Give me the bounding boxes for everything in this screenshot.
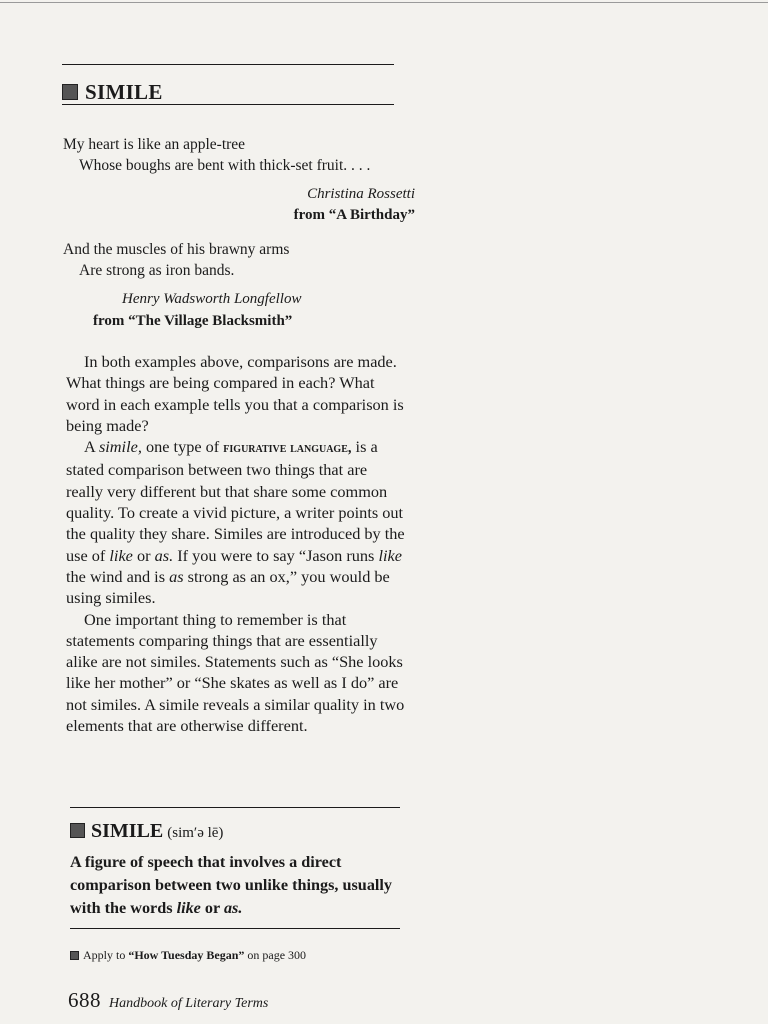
text-run: one type of [141,437,224,457]
square-bullet-icon [70,951,79,960]
section-heading [62,80,163,105]
page-top-border [0,2,768,3]
text-run: A [84,437,99,457]
word-like: like [109,545,133,565]
word-as: as. [223,899,243,917]
paragraph-3: One important thing to remember is that statements comparing things that are essentially alike are not similes. Statements such as “She looks like her mother” or “She skates as well as I do” are not similes. A simile reveals a similar quality in two elements that are otherwise different. [66,609,405,736]
section-title: SIMILE [85,80,163,104]
text-run: A figure of speech that involves a direct comparison between two unlike things, usually with the words [70,853,392,917]
heading-top-rule [62,64,394,65]
page-number: 688 [68,988,101,1012]
paragraph-1: In both examples above, comparisons are made. What things are being compared in each? What word in each example tells you that a comparison is being made? [66,352,404,435]
body-text [66,351,406,736]
definition-text [70,851,400,920]
poem-line: Are strong as iron bands. [79,262,235,279]
word-like: like [176,899,201,917]
text-run: or [200,899,224,917]
example-1-source: from “A Birthday” [293,207,415,223]
text-run: is a stated comparison between two things that are really very different but that share some common quality. To create a vivid picture, a writer points out the quality they share. Similes are introduced by the use of [66,437,405,565]
word-as: as [169,566,184,586]
definition-term: SIMILE [91,820,164,842]
apply-to-line [70,948,306,963]
text-run: the wind and is [66,566,170,586]
poem-line: Whose boughs are bent with thick-set fruit. . . . [79,157,371,174]
text-run: or [132,545,155,565]
book-title: Handbook of Literary Terms [109,996,269,1011]
word-like: like [378,545,402,565]
word-as: as. [154,545,174,565]
text-run: on page 300 [244,948,307,962]
definition-box [70,820,400,920]
definition-pronunciation: (sim′ə lē) [167,825,224,841]
term-figurative-language: figurative language, [223,440,352,457]
apply-story-title: “How Tuesday Began” [128,948,245,962]
poem-line: My heart is like an apple-tree [63,136,246,153]
term-simile: simile, [98,437,142,457]
poem-line: And the muscles of his brawny arms [63,241,290,258]
example-2-source: from “The Village Blacksmith” [93,313,293,329]
definition-top-rule [70,807,400,808]
square-bullet-icon [62,84,78,100]
page-footer [68,988,268,1013]
heading-bottom-rule [62,104,394,105]
definition-heading [70,820,400,843]
definition-bottom-rule [70,928,400,929]
text-run: If you were to say “Jason runs [173,545,379,565]
square-bullet-icon [70,823,85,838]
example-1-author: Christina Rossetti [307,186,415,202]
example-1-poem [63,134,370,176]
example-2-author: Henry Wadsworth Longfellow [122,291,302,307]
example-2-poem [63,239,289,281]
text-run: Apply to [83,948,129,962]
paragraph-2 [66,436,406,608]
text-run: strong as an ox,” you would be using similes. [66,566,390,608]
